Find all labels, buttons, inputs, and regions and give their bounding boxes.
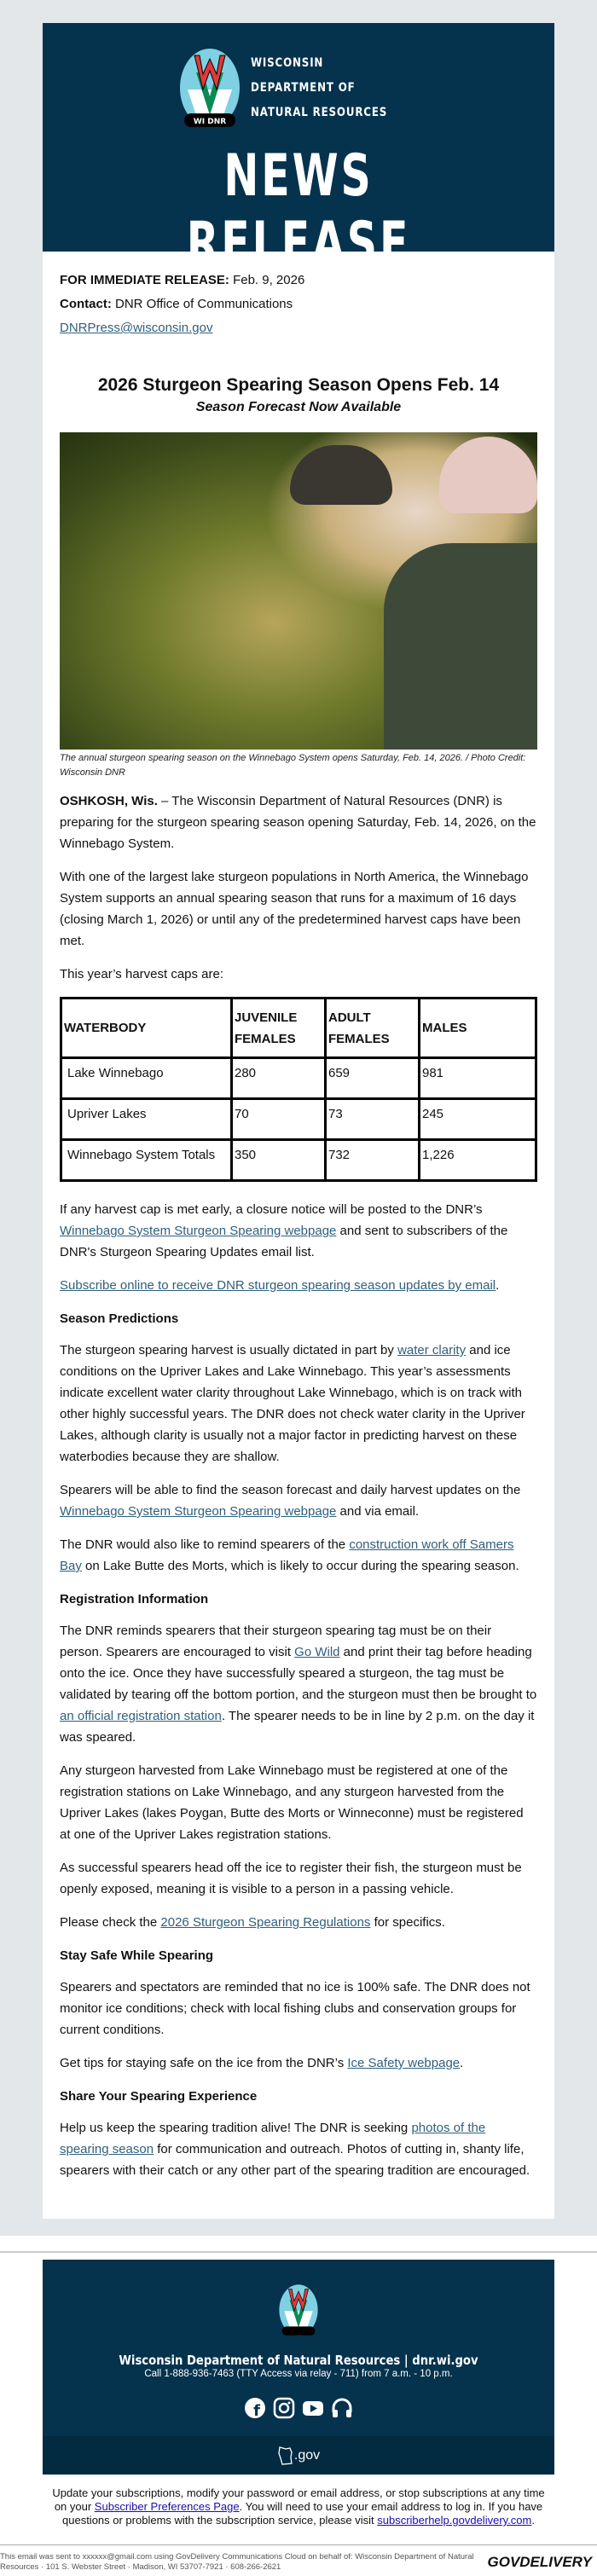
table-cell: 73 <box>326 1099 420 1140</box>
dnr-logo-icon <box>179 47 241 129</box>
text: . The spearer needs to be in line by 2 p.m. on the day it was speared. <box>60 1709 534 1745</box>
subscriber-help-link[interactable]: subscriberhelp.govdelivery.com <box>377 2514 531 2527</box>
article-body <box>43 252 554 2219</box>
subscription-notice <box>0 2475 597 2544</box>
sturgeon-spearing-photo <box>60 432 537 750</box>
paragraph <box>60 2117 537 2181</box>
water-clarity-link[interactable]: water clarity <box>397 1343 466 1357</box>
text: on Lake Butte des Morts, which is likely to occur during the spearing season. <box>82 1559 519 1573</box>
paragraph <box>60 1534 537 1577</box>
agency-name <box>251 51 387 125</box>
paragraph <box>60 1620 537 1748</box>
delivery-footer <box>0 2544 597 2576</box>
agency-line: NATURAL RESOURCES <box>251 101 387 125</box>
paragraph <box>60 790 537 854</box>
table-cell: 70 <box>232 1099 326 1140</box>
text: . You will need to use your email address to log in. If you have questions or problems with the subscription service, please visit <box>62 2500 542 2527</box>
photo-caption: The annual sturgeon spearing season on the Winnebago System opens Saturday, Feb. 14, 2026. / Photo Credit: Wisconsin DNR <box>60 751 537 780</box>
text: Please check the <box>60 1915 160 1930</box>
construction-link[interactable]: construction work off Samers Bay <box>60 1537 513 1573</box>
text: Spearers will be able to find the season forecast and daily harvest updates on the <box>60 1483 520 1497</box>
text: – The Wisconsin Department of Natural Resources (DNR) is preparing for the sturgeon spearing season opening Saturday, Feb. 14, 2026, on the Winnebago System. <box>60 794 536 851</box>
text: and print their tag before heading onto the ice. Once they have successfully speared a sturgeon, the tag must be validated by tearing off the bottom portion, and the sturgeon must then be brought to <box>60 1645 536 1702</box>
instagram-icon[interactable] <box>273 2397 295 2419</box>
text: . <box>531 2514 535 2527</box>
contact-label: Contact: <box>60 297 112 311</box>
text: The sturgeon spearing harvest is usually dictated in part by <box>60 1343 397 1357</box>
text: Get tips for staying safe on the ice from the DNR’s <box>60 2056 347 2070</box>
article-subtitle: Season Forecast Now Available <box>60 398 537 417</box>
section-heading: Stay Safe While Spearing <box>60 1945 537 1966</box>
table-cell: 280 <box>232 1058 326 1099</box>
registration-station-link[interactable]: an official registration station <box>60 1709 222 1723</box>
paragraph: Any sturgeon harvested from Lake Winnebago must be registered at one of the registration stations on Lake Winnebago, and any sturgeon harvested from the Upriver Lakes (lakes Poygan, Butte des Morts or Winneconne) must be registered at one of the Upriver Lakes registration stations. <box>60 1760 537 1845</box>
table-cell: 732 <box>326 1140 420 1181</box>
section-heading: Season Predictions <box>60 1308 537 1329</box>
table-row <box>61 1058 536 1099</box>
text: Update your subscriptions, modify your password or email address, or stop subscriptions at any time on your <box>52 2486 544 2513</box>
section-heading: Share Your Spearing Experience <box>60 2086 537 2107</box>
subscriber-preferences-link[interactable]: Subscriber Preferences Page <box>95 2500 240 2513</box>
paragraph <box>60 1275 537 1296</box>
social-links <box>43 2397 554 2419</box>
youtube-icon[interactable] <box>302 2397 324 2419</box>
column-header: MALES <box>420 999 536 1058</box>
footer-banner <box>43 2260 554 2475</box>
text: If any harvest cap is met early, a closure notice will be posted to the DNR’s <box>60 1202 483 1217</box>
sturgeon-webpage-link[interactable]: Winnebago System Sturgeon Spearing webpage <box>60 1504 336 1519</box>
news-release-banner: NEWS RELEASE <box>114 142 483 277</box>
article-title: 2026 Sturgeon Spearing Season Opens Feb. 14 <box>60 373 537 398</box>
text: for communication and outreach. Photos of cutting in, shanty life, spearers with their catch or any other part of the spearing tradition are encouraged. <box>60 2142 530 2178</box>
divider <box>0 2251 597 2253</box>
text: for specifics. <box>370 1915 445 1930</box>
contact-name: DNR Office of Communications <box>115 297 293 311</box>
table-header-row <box>61 999 536 1058</box>
paragraph <box>60 2052 537 2074</box>
dnr-logo-icon[interactable] <box>277 2284 320 2336</box>
table-row <box>61 1099 536 1140</box>
subscribe-link[interactable]: Subscribe online to receive DNR sturgeon spearing season updates by email <box>60 1278 496 1293</box>
dateline: OSHKOSH, Wis. <box>60 794 158 808</box>
agency-line: DEPARTMENT OF <box>251 76 387 101</box>
footer-title: Wisconsin Department of Natural Resources | dnr.wi.gov <box>73 2353 524 2368</box>
svg-text:f: f <box>253 2402 260 2419</box>
table-cell: Lake Winnebago <box>61 1058 232 1099</box>
text: The DNR reminds spearers that their sturgeon spearing tag must be on their person. Spearers are encouraged to visit <box>60 1624 491 1659</box>
podcast-icon[interactable] <box>331 2397 353 2419</box>
release-date: Feb. 9, 2026 <box>233 273 304 287</box>
email-card <box>43 23 554 2219</box>
svg-text:WI DNR: WI DNR <box>194 118 226 126</box>
press-email-link[interactable]: DNRPress@wisconsin.gov <box>60 321 212 335</box>
paragraph <box>60 1340 537 1467</box>
table-cell: 245 <box>420 1099 536 1140</box>
paragraph <box>60 1199 537 1263</box>
text: Help us keep the spearing tradition alive! The DNR is seeking <box>60 2121 411 2135</box>
text: and ice conditions on the Upriver Lakes and Lake Winnebago. This year’s assessments indicate excellent water clarity throughout Lake Winnebago, which is on track with other highly successful years. The DNR does not check water clarity in the Upriver Lakes, although clarity is usually not a major factor in predicting harvest on these waterbodies because they are shallow. <box>60 1343 525 1464</box>
facebook-icon[interactable] <box>244 2397 266 2419</box>
table-cell: 350 <box>232 1140 326 1181</box>
header-banner <box>43 23 554 252</box>
sent-notice: This email was sent to xxxxxx@gmail.com using GovDelivery Communications Cloud on behalf of: Wisconsin Department of Natural Resources · 101 S. Webster Street · Madison, WI 53707-7921 · 608-266-2621 <box>0 2552 488 2573</box>
column-header: JUVENILE FEMALES <box>232 999 326 1058</box>
paragraph <box>60 1912 537 1933</box>
go-wild-link[interactable]: Go Wild <box>294 1645 339 1659</box>
paragraph: With one of the largest lake sturgeon populations in North America, the Winnebago System supports an annual spearing season that runs for a maximum of 16 days (closing March 1, 2026) or until any of the predetermined harvest caps have been met. <box>60 866 537 952</box>
text: The DNR would also like to remind spearers of the <box>60 1537 349 1552</box>
table-row <box>61 1140 536 1181</box>
release-label: FOR IMMEDIATE RELEASE: <box>60 273 229 287</box>
regulations-link[interactable]: 2026 Sturgeon Spearing Regulations <box>160 1915 370 1930</box>
sturgeon-webpage-link[interactable]: Winnebago System Sturgeon Spearing webpage <box>60 1224 336 1238</box>
harvest-caps-table <box>60 997 537 1182</box>
table-cell: 1,226 <box>420 1140 536 1181</box>
table-cell: 659 <box>326 1058 420 1099</box>
text: and sent to subscribers of the DNR's Sturgeon Spearing Updates email list. <box>60 1224 507 1259</box>
column-header: ADULT FEMALES <box>326 999 420 1058</box>
paragraph <box>60 1479 537 1522</box>
column-header: WATERBODY <box>61 999 232 1058</box>
paragraph: As successful spearers head off the ice to register their fish, the sturgeon must be openly exposed, meaning it is visible to a person in a passing vehicle. <box>60 1857 537 1900</box>
text: . <box>460 2056 463 2070</box>
wisconsin-state-icon <box>277 2446 294 2466</box>
section-heading: Registration Information <box>60 1589 537 1610</box>
agency-line: WISCONSIN <box>251 51 387 76</box>
gov-label: .gov <box>294 2448 320 2463</box>
footer-phone: Call 1-888-936-7463 (TTY Access via relay - 711) from 7 a.m. - 10 p.m. <box>43 2368 554 2380</box>
wi-gov-link[interactable] <box>43 2436 554 2475</box>
table-cell: 981 <box>420 1058 536 1099</box>
ice-safety-link[interactable]: Ice Safety webpage <box>347 2056 460 2070</box>
table-cell: Upriver Lakes <box>61 1099 232 1140</box>
paragraph: Spearers and spectators are reminded that no ice is 100% safe. The DNR does not monitor ice conditions; check with local fishing clubs and conservation groups for current conditions. <box>60 1977 537 2041</box>
text: . <box>496 1278 499 1293</box>
table-cell: Winnebago System Totals <box>61 1140 232 1181</box>
photos-link[interactable]: photos of the spearing season <box>60 2121 485 2156</box>
release-meta <box>60 269 537 340</box>
text: and via email. <box>336 1504 419 1519</box>
govdelivery-logo[interactable]: GOVDELIVERY <box>488 2554 597 2571</box>
paragraph: This year’s harvest caps are: <box>60 964 537 985</box>
